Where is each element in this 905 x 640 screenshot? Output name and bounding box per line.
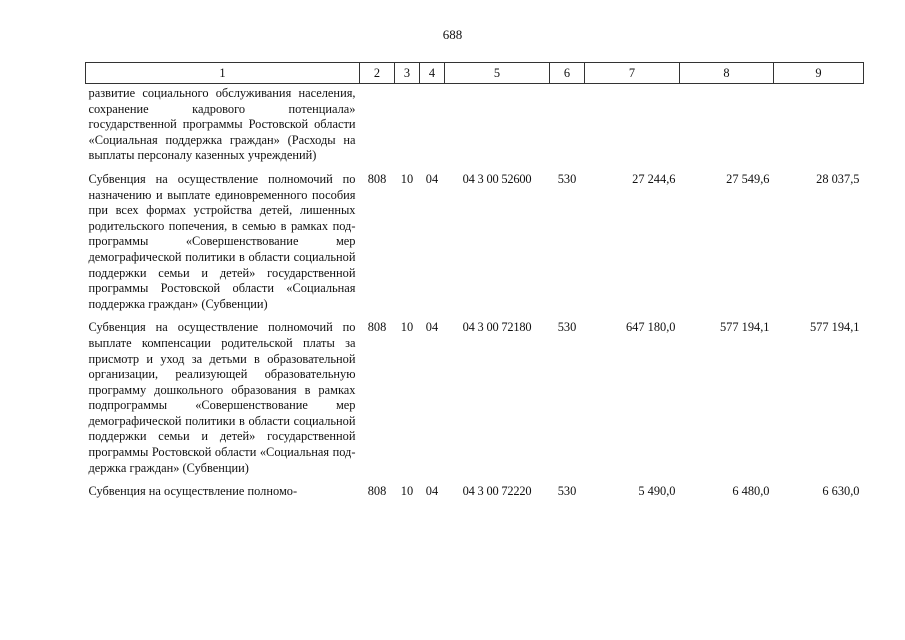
- cell-amount-1: 5 490,0: [638, 484, 676, 499]
- cell-subsection: 04: [425, 171, 439, 186]
- col-header: 8: [680, 63, 774, 84]
- row-description: Субвенция на осуществление полномочий по выплате компенсации родительской платы за присмотр и уход за детьми в образовательной организации, реализующей образовательную программу дошкольного образования в рамках подпрограммы «Совершенствование мер демографической политики в области социальной поддержки семьи и детей» государственной программы Ростовской области «Социальная поддержка граждан» (Субвенции): [88, 320, 356, 475]
- table-row: [86, 164, 864, 312]
- cell-amount-1: [585, 84, 680, 164]
- cell-amount-2: 6 480,0: [732, 484, 770, 499]
- cell-amount-2: 577 194,1: [719, 320, 770, 335]
- cell-section: 10: [400, 484, 414, 499]
- cell-expense-type: 530: [557, 484, 577, 499]
- cell-amount-3: [774, 84, 864, 164]
- cell-ministry: [360, 84, 395, 164]
- cell-subsection: 04: [425, 484, 439, 499]
- cell-target-code: 04 3 00 72180: [462, 320, 532, 335]
- cell-section: 10: [400, 320, 414, 335]
- cell-ministry: 808: [367, 320, 387, 335]
- page-number: 688: [442, 27, 463, 42]
- cell-target-code: [445, 84, 550, 164]
- header-row: [86, 63, 864, 84]
- cell-expense-type: 530: [557, 320, 577, 335]
- cell-expense-type: 530: [557, 171, 577, 186]
- col-header: 6: [550, 63, 585, 84]
- cell-amount-1: 647 180,0: [625, 320, 676, 335]
- cell-ministry: 808: [367, 484, 387, 499]
- col-header: 3: [395, 63, 420, 84]
- cell-ministry: 808: [367, 171, 387, 186]
- cell-subsection: 04: [425, 320, 439, 335]
- col-header: 9: [774, 63, 864, 84]
- col-header: 5: [445, 63, 550, 84]
- cell-amount-1: 27 244,6: [632, 171, 676, 186]
- table-row: [86, 476, 864, 500]
- cell-amount-3: 28 037,5: [816, 171, 860, 186]
- col-header: 2: [360, 63, 395, 84]
- cell-amount-3: 577 194,1: [809, 320, 860, 335]
- row-description: Субвенция на осуществление полномочий по назначению и выплате единовременного пособия при всех формах устройства детей, лишенных родительского попечения, в семью в рамках подпрограммы «Совершенствование мер демографической политики в области социальной поддержки семьи и детей» государственной программы Ростовской области «Социальная поддержка граждан» (Субвенции): [88, 171, 356, 311]
- cell-section: [395, 84, 420, 164]
- cell-section: 10: [400, 171, 414, 186]
- cell-subsection: [420, 84, 445, 164]
- cell-amount-3: 6 630,0: [822, 484, 860, 499]
- cell-expense-type: [550, 84, 585, 164]
- cell-target-code: 04 3 00 72220: [462, 484, 532, 499]
- cell-amount-2: [680, 84, 774, 164]
- row-description: Субвенция на осуществление полномо-: [88, 484, 298, 499]
- col-header: 1: [86, 63, 360, 84]
- table-row: [86, 84, 864, 164]
- budget-table: [85, 62, 864, 500]
- table-row: [86, 312, 864, 476]
- col-header: 7: [585, 63, 680, 84]
- cell-amount-2: 27 549,6: [726, 171, 770, 186]
- row-description: развитие социального обслуживания населения, сохранение кадрового потенциала» государственной программы Ростовской области «Социальная поддержка граждан» (Расходы на выплаты персоналу казенных учреждений): [88, 86, 356, 163]
- col-header: 4: [420, 63, 445, 84]
- cell-target-code: 04 3 00 52600: [462, 171, 532, 186]
